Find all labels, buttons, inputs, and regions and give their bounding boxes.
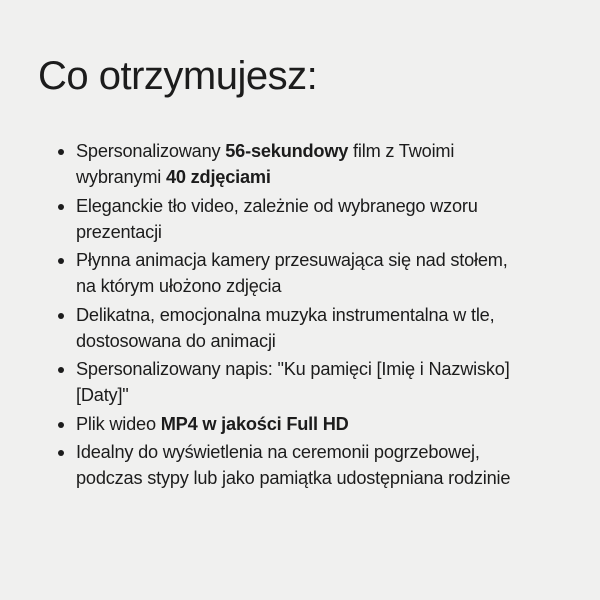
duration-highlight: 56-sekundowy <box>225 141 349 161</box>
list-item: Eleganckie tło video, zależnie od wybranego wzoru prezentacji <box>54 193 514 245</box>
list-item: Idealny do wyświetlenia na ceremonii pogrzebowej, podczas stypy lub jako pamiątka udostępniana rodzinie <box>54 439 514 491</box>
list-item: Delikatna, emocjonalna muzyka instrumentalna w tle, dostosowana do animacji <box>54 302 514 354</box>
list-item: Spersonalizowany napis: "Ku pamięci [Imię i Nazwisko] [Daty]" <box>54 356 514 408</box>
format-highlight: MP4 w jakości Full HD <box>160 413 349 434</box>
photo-count-highlight: 40 zdjęciami <box>165 167 271 187</box>
feature-list <box>54 138 514 494</box>
list-item: Plik wideo MP4 w jakości Full HD <box>54 411 514 437</box>
list-item: Płynna animacja kamery przesuwająca się nad stołem, na którym ułożono zdjęcia <box>54 247 514 299</box>
page-title: Co otrzymujesz: <box>38 54 318 98</box>
list-item: Spersonalizowany 56-sekundowy film z Twoimi wybranymi 40 zdjęciami <box>54 138 514 190</box>
